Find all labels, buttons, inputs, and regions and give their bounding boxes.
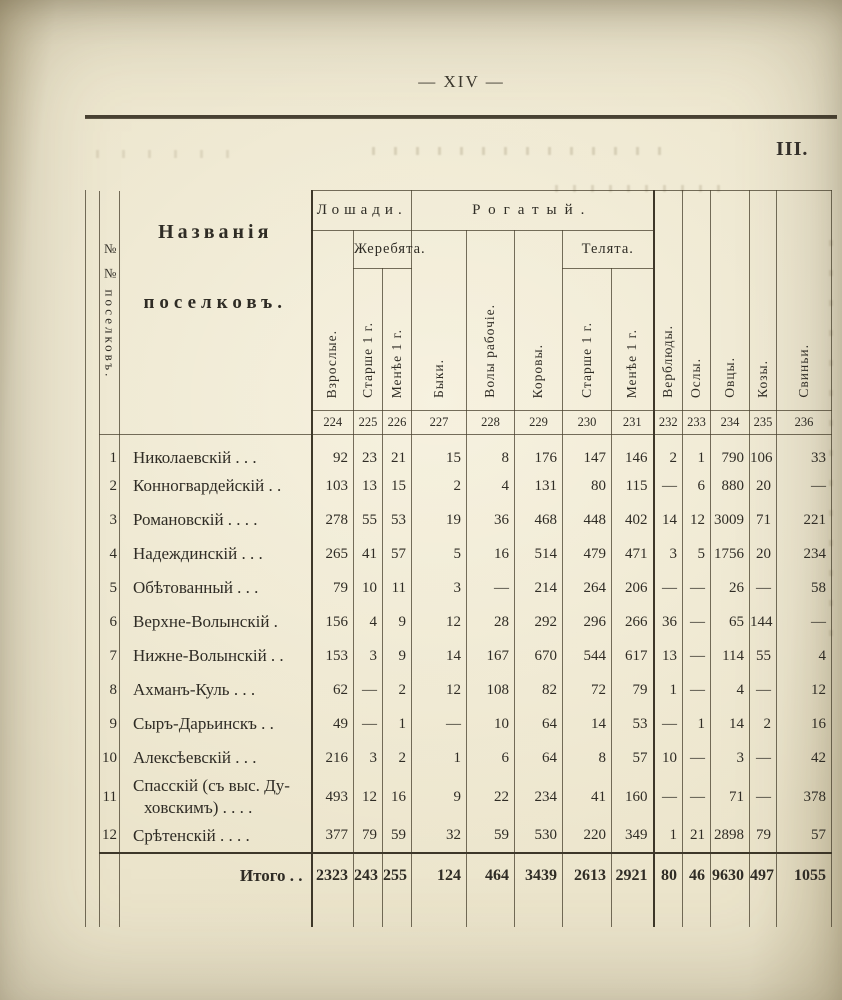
tail-row — [100, 897, 832, 927]
value-cell: 3009 — [711, 503, 750, 537]
value-cell: 57 — [777, 819, 832, 853]
row-number: 6 — [100, 605, 120, 639]
settlements-header-line1: Названія — [158, 220, 273, 243]
value-cell: 349 — [612, 819, 654, 853]
value-cell: — — [683, 673, 711, 707]
col-cows — [515, 231, 563, 411]
column-number: 229 — [515, 411, 563, 435]
value-cell: 10 — [467, 707, 515, 741]
top-rule — [85, 115, 837, 119]
scan-artifact — [96, 150, 236, 158]
value-cell: — — [654, 571, 683, 605]
value-cell: 64 — [515, 707, 563, 741]
value-cell: 4 — [777, 639, 832, 673]
value-cell: 156 — [312, 605, 354, 639]
value-cell: 108 — [467, 673, 515, 707]
settlement-name: Алексѣевскій . . . — [120, 741, 312, 775]
column-number: 234 — [711, 411, 750, 435]
table-row — [100, 639, 832, 673]
col-goats — [750, 191, 777, 411]
column-number: 235 — [750, 411, 777, 435]
value-cell: — — [777, 605, 832, 639]
value-cell: 790 — [711, 435, 750, 470]
table-row — [100, 503, 832, 537]
value-cell: 471 — [612, 537, 654, 571]
value-cell: 16 — [383, 775, 412, 819]
value-cell: 79 — [612, 673, 654, 707]
col-donkeys — [683, 191, 711, 411]
value-cell: — — [654, 707, 683, 741]
settlement-name: Романовскій . . . . — [120, 503, 312, 537]
col-working-oxen — [467, 231, 515, 411]
settlement-name: Верхне-Волынскій . — [120, 605, 312, 639]
col-adult-horses-label: Взрослые. — [324, 329, 340, 398]
row-number: 1 — [100, 435, 120, 470]
value-cell: 479 — [563, 537, 612, 571]
value-cell: 468 — [515, 503, 563, 537]
value-cell: 55 — [750, 639, 777, 673]
col-camels — [654, 191, 683, 411]
value-cell: 26 — [711, 571, 750, 605]
total-row-spacer — [100, 853, 120, 897]
value-cell: 36 — [654, 605, 683, 639]
value-cell: 266 — [612, 605, 654, 639]
value-cell: 2 — [383, 673, 412, 707]
subgroup-calves: Телята. — [563, 231, 654, 269]
value-cell: 176 — [515, 435, 563, 470]
total-row — [100, 853, 832, 897]
value-cell: 9 — [383, 639, 412, 673]
table-row — [100, 605, 832, 639]
value-cell: — — [467, 571, 515, 605]
value-cell: 80 — [563, 469, 612, 503]
table-row — [100, 435, 832, 470]
value-cell: 214 — [515, 571, 563, 605]
value-cell: 82 — [515, 673, 563, 707]
settlement-name: Николаевскій . . . — [120, 435, 312, 470]
value-cell: 55 — [354, 503, 383, 537]
value-cell: 13 — [354, 469, 383, 503]
settlement-name: Обѣтованный . . . — [120, 571, 312, 605]
value-cell: — — [683, 741, 711, 775]
value-cell: 3 — [711, 741, 750, 775]
value-cell: 1 — [412, 741, 467, 775]
settlements-header-line2: поселковъ. — [143, 291, 288, 313]
value-cell: 2 — [654, 435, 683, 470]
row-number: 9 — [100, 707, 120, 741]
value-cell: 14 — [563, 707, 612, 741]
value-cell: 1 — [683, 435, 711, 470]
value-cell: 2 — [750, 707, 777, 741]
value-cell: 3 — [354, 639, 383, 673]
col-bulls — [412, 231, 467, 411]
col-camels-label: Верблюды. — [659, 325, 675, 398]
value-cell: 103 — [312, 469, 354, 503]
value-cell: — — [412, 707, 467, 741]
row-number: 3 — [100, 503, 120, 537]
total-value: 464 — [467, 853, 515, 897]
value-cell: 19 — [412, 503, 467, 537]
value-cell: 114 — [711, 639, 750, 673]
value-cell: 2 — [383, 741, 412, 775]
livestock-table — [99, 190, 832, 927]
value-cell: 79 — [354, 819, 383, 853]
value-cell: — — [354, 707, 383, 741]
total-value: 1055 — [777, 853, 832, 897]
column-number: 226 — [383, 411, 412, 435]
value-cell: 4 — [354, 605, 383, 639]
table-row — [100, 741, 832, 775]
col-calves-under-1yr-label: Менѣе 1 г. — [623, 328, 639, 398]
value-cell: 8 — [467, 435, 515, 470]
column-number: 231 — [612, 411, 654, 435]
value-cell: 493 — [312, 775, 354, 819]
value-cell: 92 — [312, 435, 354, 470]
value-cell: 220 — [563, 819, 612, 853]
value-cell: 53 — [383, 503, 412, 537]
value-cell: 16 — [777, 707, 832, 741]
column-number: 225 — [354, 411, 383, 435]
page-number: — XIV — — [418, 72, 505, 91]
row-number: 12 — [100, 819, 120, 853]
settlement-name: Сыръ-Дарьинскъ . . — [120, 707, 312, 741]
value-cell: 14 — [654, 503, 683, 537]
row-number: 8 — [100, 673, 120, 707]
value-cell: 14 — [711, 707, 750, 741]
corner-header — [100, 191, 120, 435]
total-value: 80 — [654, 853, 683, 897]
value-cell: 1 — [683, 707, 711, 741]
row-number: 10 — [100, 741, 120, 775]
col-cows-label: Коровы. — [530, 343, 546, 398]
value-cell: 49 — [312, 707, 354, 741]
value-cell: 79 — [750, 819, 777, 853]
value-cell: 20 — [750, 537, 777, 571]
column-number: 228 — [467, 411, 515, 435]
total-value: 497 — [750, 853, 777, 897]
value-cell: 33 — [777, 435, 832, 470]
group-horses: Лошади. — [312, 191, 412, 231]
value-cell: 16 — [467, 537, 515, 571]
value-cell: 617 — [612, 639, 654, 673]
value-cell: 3 — [354, 741, 383, 775]
col-goats-label: Козы. — [754, 360, 770, 398]
section-number: III. — [776, 138, 809, 160]
column-number: 224 — [312, 411, 354, 435]
col-calves-over-1yr-label: Старше 1 г. — [578, 322, 594, 398]
total-value: 124 — [412, 853, 467, 897]
value-cell: 6 — [683, 469, 711, 503]
value-cell: 448 — [563, 503, 612, 537]
value-cell: 5 — [683, 537, 711, 571]
value-cell: 106 — [750, 435, 777, 470]
table-row — [100, 537, 832, 571]
value-cell: 21 — [383, 435, 412, 470]
row-number: 4 — [100, 537, 120, 571]
value-cell: 32 — [412, 819, 467, 853]
value-cell: 167 — [467, 639, 515, 673]
value-cell: 265 — [312, 537, 354, 571]
corner-header-label: № № поселковъ. — [102, 240, 118, 379]
settlement-name: Конногвардейскій . . — [120, 469, 312, 503]
col-donkeys-label: Ослы. — [688, 358, 704, 398]
value-cell: 65 — [711, 605, 750, 639]
value-cell: 378 — [777, 775, 832, 819]
row-number: 5 — [100, 571, 120, 605]
value-cell: 292 — [515, 605, 563, 639]
row-number: 7 — [100, 639, 120, 673]
value-cell: 160 — [612, 775, 654, 819]
col-calves-over-1yr — [563, 269, 612, 411]
value-cell: — — [777, 469, 832, 503]
value-cell: 5 — [412, 537, 467, 571]
value-cell: 12 — [683, 503, 711, 537]
row-number: 11 — [100, 775, 120, 819]
value-cell: 59 — [467, 819, 515, 853]
value-cell: 58 — [777, 571, 832, 605]
value-cell: 12 — [412, 605, 467, 639]
value-cell: 131 — [515, 469, 563, 503]
table-wrapper — [85, 190, 832, 927]
value-cell: 71 — [750, 503, 777, 537]
value-cell: 57 — [383, 537, 412, 571]
table-body — [100, 435, 832, 854]
col-foals-under-1yr — [383, 269, 412, 411]
value-cell: 2 — [412, 469, 467, 503]
col-sheep-label: Овцы. — [721, 357, 737, 398]
value-cell: 1 — [654, 673, 683, 707]
group-header-row — [100, 191, 832, 231]
value-cell: — — [750, 571, 777, 605]
value-cell: 21 — [683, 819, 711, 853]
col-foals-under-1yr-label: Менѣе 1 г. — [388, 328, 404, 398]
value-cell: 23 — [354, 435, 383, 470]
group-cattle: Рогатый. — [412, 191, 654, 231]
value-cell: — — [654, 775, 683, 819]
value-cell: 14 — [412, 639, 467, 673]
value-cell: 216 — [312, 741, 354, 775]
total-value: 46 — [683, 853, 711, 897]
value-cell: 377 — [312, 819, 354, 853]
table-row — [100, 469, 832, 503]
total-value: 255 — [383, 853, 412, 897]
value-cell: 20 — [750, 469, 777, 503]
value-cell: 880 — [711, 469, 750, 503]
col-pigs — [777, 191, 832, 411]
col-foals-over-1yr-label: Старше 1 г. — [359, 322, 375, 398]
settlement-name: Срѣтенскій . . . . — [120, 819, 312, 853]
col-calves-under-1yr — [612, 269, 654, 411]
total-value: 2921 — [612, 853, 654, 897]
value-cell: 41 — [563, 775, 612, 819]
total-value: 2613 — [563, 853, 612, 897]
value-cell: 206 — [612, 571, 654, 605]
value-cell: 4 — [711, 673, 750, 707]
value-cell: 22 — [467, 775, 515, 819]
value-cell: 278 — [312, 503, 354, 537]
value-cell: — — [750, 673, 777, 707]
subgroup-foals: Жеребята. — [354, 231, 412, 269]
value-cell: 234 — [777, 537, 832, 571]
value-cell: 514 — [515, 537, 563, 571]
value-cell: — — [683, 639, 711, 673]
value-cell: 146 — [612, 435, 654, 470]
value-cell: 670 — [515, 639, 563, 673]
value-cell: — — [750, 741, 777, 775]
column-number: 233 — [683, 411, 711, 435]
value-cell: 144 — [750, 605, 777, 639]
value-cell: 72 — [563, 673, 612, 707]
value-cell: 115 — [612, 469, 654, 503]
column-number: 230 — [563, 411, 612, 435]
total-value: 9630 — [711, 853, 750, 897]
col-sheep — [711, 191, 750, 411]
value-cell: — — [683, 605, 711, 639]
col-bulls-label: Быки. — [430, 359, 446, 398]
value-cell: 1 — [654, 819, 683, 853]
settlement-name: Нижне-Волынскій . . — [120, 639, 312, 673]
value-cell: 59 — [383, 819, 412, 853]
total-value: 2323 — [312, 853, 354, 897]
value-cell: 62 — [312, 673, 354, 707]
value-cell: 1756 — [711, 537, 750, 571]
value-cell: 15 — [412, 435, 467, 470]
value-cell: 4 — [467, 469, 515, 503]
value-cell: — — [750, 775, 777, 819]
value-cell: 296 — [563, 605, 612, 639]
value-cell: 264 — [563, 571, 612, 605]
value-cell: 2898 — [711, 819, 750, 853]
value-cell: 12 — [777, 673, 832, 707]
settlements-header — [120, 191, 312, 435]
table-row — [100, 775, 832, 819]
col-foals-over-1yr — [354, 269, 383, 411]
value-cell: 13 — [654, 639, 683, 673]
value-cell: — — [354, 673, 383, 707]
value-cell: 53 — [612, 707, 654, 741]
value-cell: — — [683, 571, 711, 605]
settlement-name: Надеждинскій . . . — [120, 537, 312, 571]
value-cell: 42 — [777, 741, 832, 775]
col-adult-horses — [312, 231, 354, 411]
value-cell: 3 — [654, 537, 683, 571]
value-cell: 147 — [563, 435, 612, 470]
value-cell: 153 — [312, 639, 354, 673]
value-cell: 79 — [312, 571, 354, 605]
value-cell: 71 — [711, 775, 750, 819]
value-cell: 402 — [612, 503, 654, 537]
row-number: 2 — [100, 469, 120, 503]
value-cell: 9 — [412, 775, 467, 819]
total-label: Итого . . — [120, 853, 312, 897]
scan-artifact — [372, 147, 672, 155]
value-cell: 10 — [654, 741, 683, 775]
column-number: 232 — [654, 411, 683, 435]
total-value: 3439 — [515, 853, 563, 897]
value-cell: 6 — [467, 741, 515, 775]
value-cell: — — [654, 469, 683, 503]
value-cell: 12 — [412, 673, 467, 707]
value-cell: 3 — [412, 571, 467, 605]
value-cell: 8 — [563, 741, 612, 775]
column-number: 227 — [412, 411, 467, 435]
col-working-oxen-label: Волы рабочіе. — [482, 304, 498, 398]
value-cell: 41 — [354, 537, 383, 571]
value-cell: 221 — [777, 503, 832, 537]
total-value: 243 — [354, 853, 383, 897]
value-cell: 15 — [383, 469, 412, 503]
value-cell: 9 — [383, 605, 412, 639]
table-row — [100, 707, 832, 741]
table-row — [100, 673, 832, 707]
table-row — [100, 819, 832, 853]
value-cell: 530 — [515, 819, 563, 853]
value-cell: 12 — [354, 775, 383, 819]
value-cell: — — [683, 775, 711, 819]
value-cell: 36 — [467, 503, 515, 537]
value-cell: 64 — [515, 741, 563, 775]
column-number: 236 — [777, 411, 832, 435]
table-row — [100, 571, 832, 605]
value-cell: 10 — [354, 571, 383, 605]
value-cell: 544 — [563, 639, 612, 673]
settlement-name: Ахманъ-Куль . . . — [120, 673, 312, 707]
value-cell: 234 — [515, 775, 563, 819]
value-cell: 28 — [467, 605, 515, 639]
settlement-name: Спасскій (съ выс. Ду- ховскимъ) . . . . — [120, 775, 312, 819]
value-cell: 57 — [612, 741, 654, 775]
value-cell: 11 — [383, 571, 412, 605]
col-pigs-label: Свиньи. — [795, 344, 811, 398]
value-cell: 1 — [383, 707, 412, 741]
